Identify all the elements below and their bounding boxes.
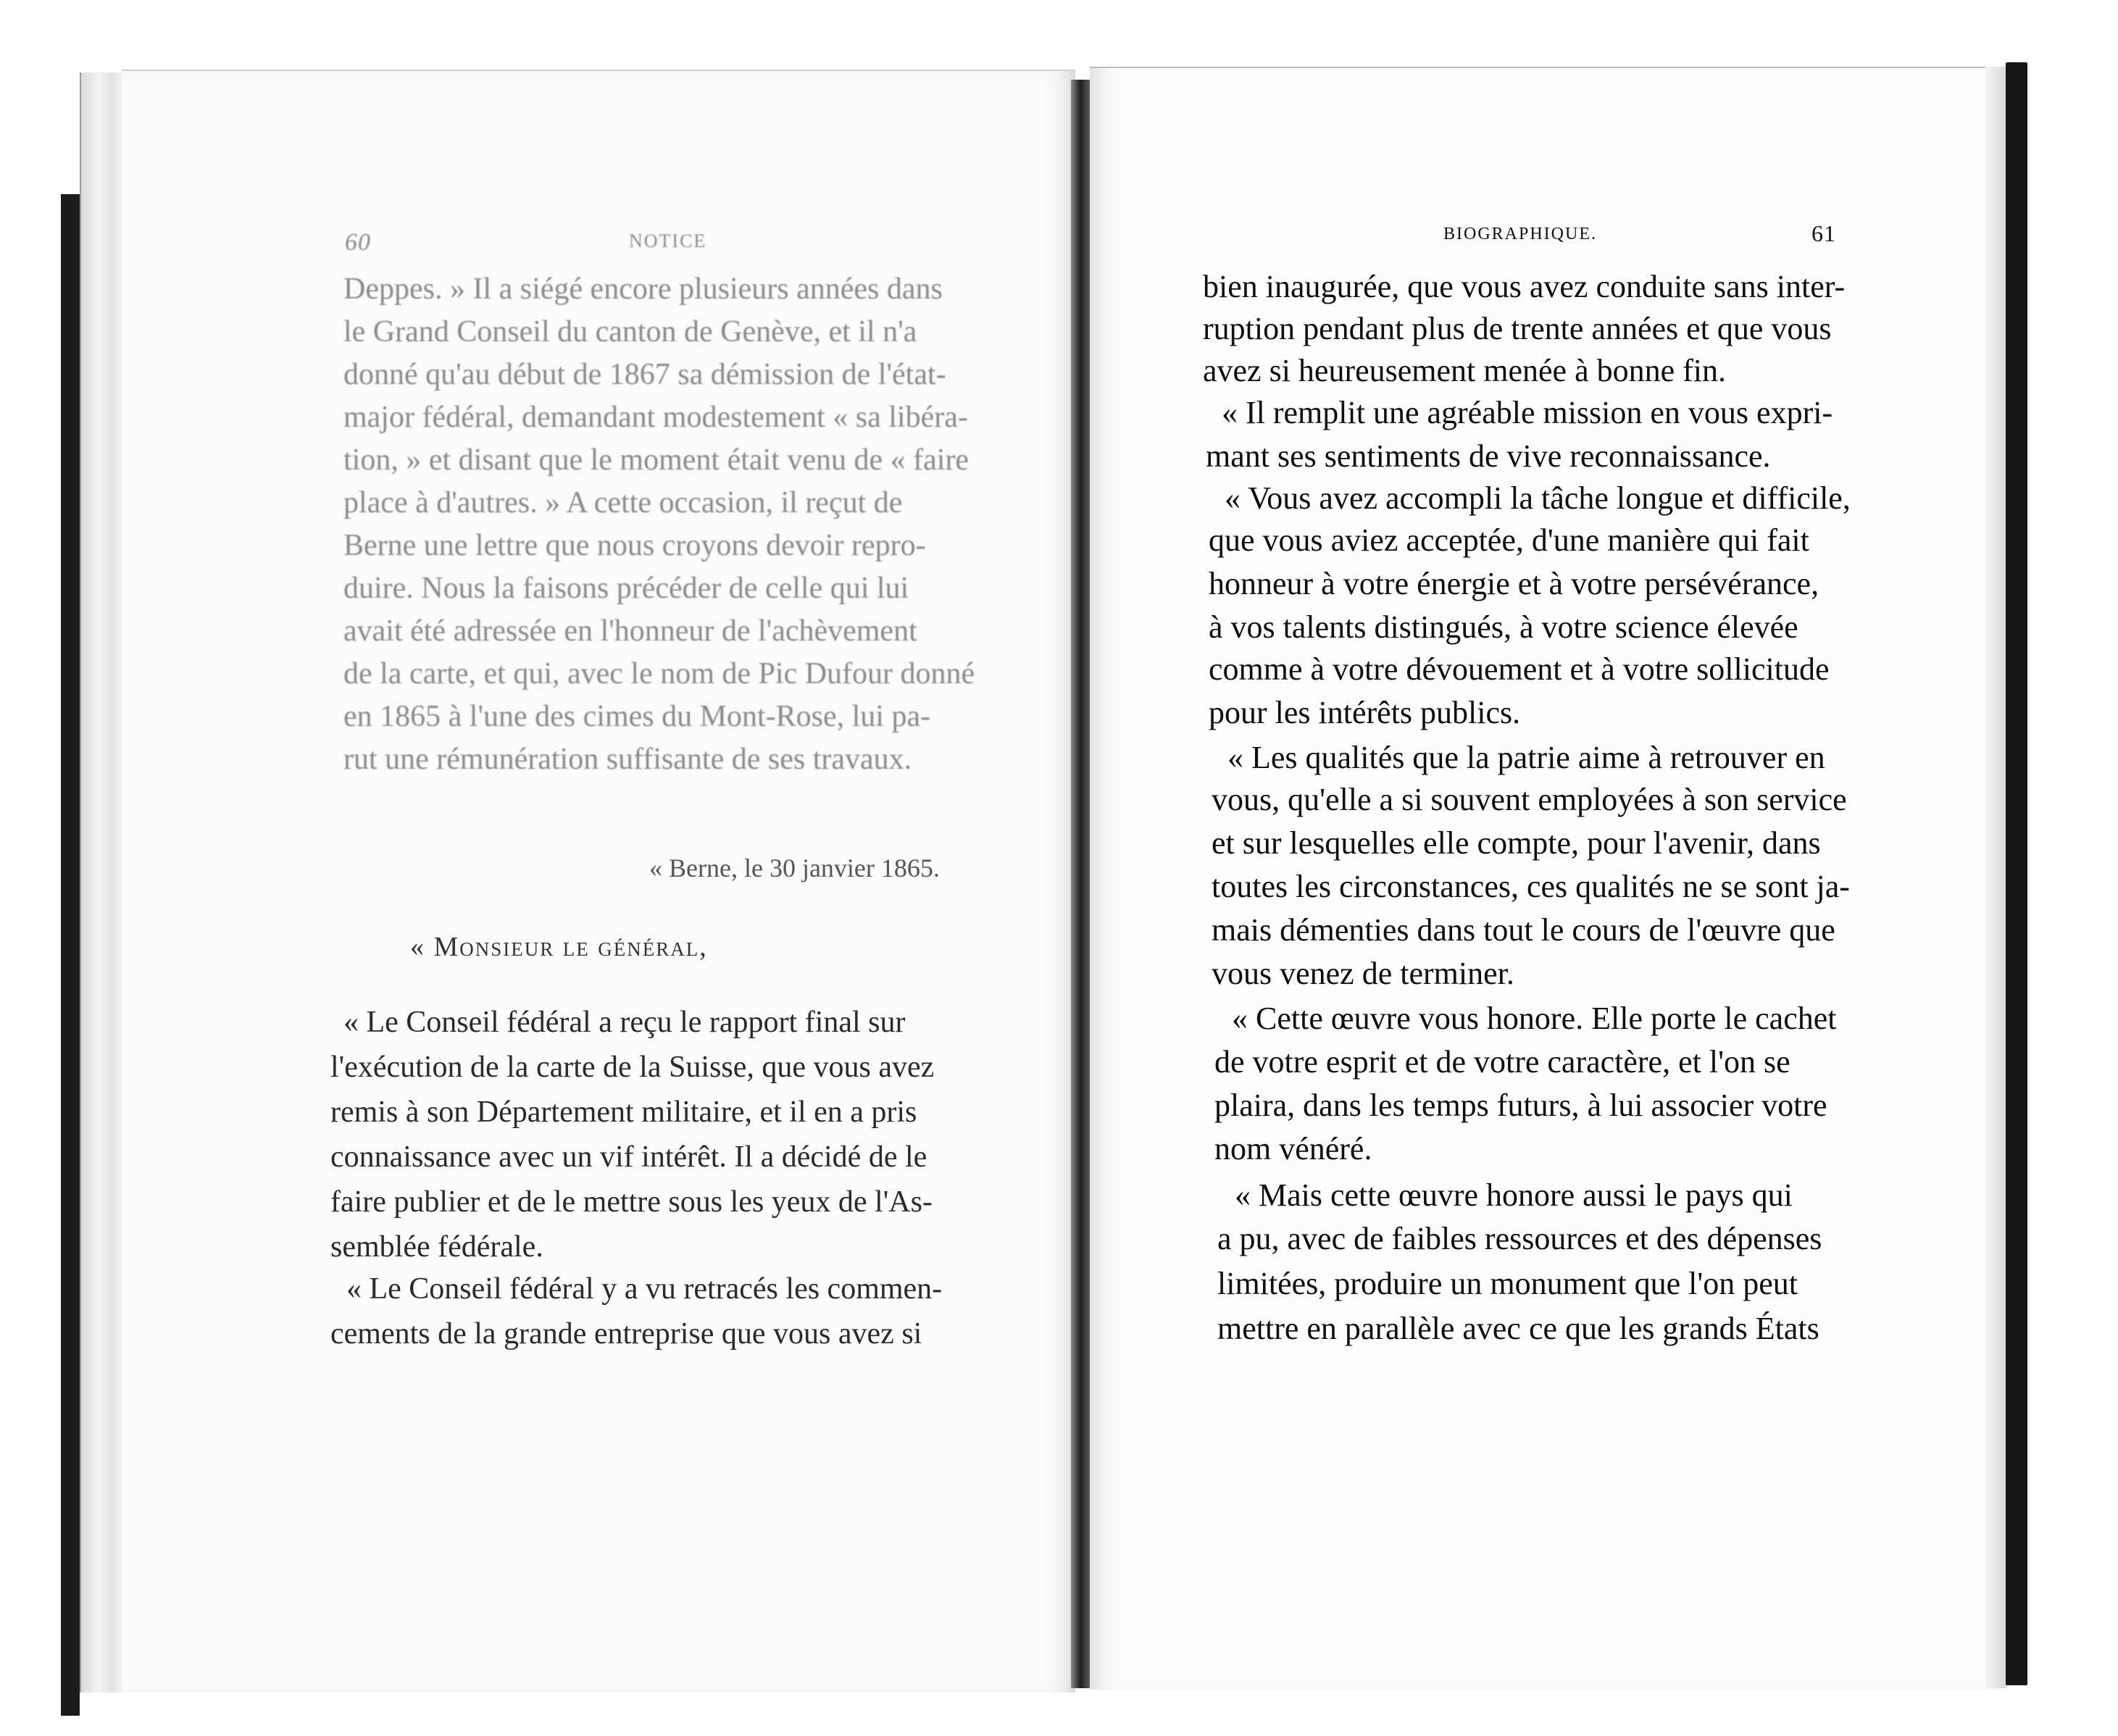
book-cover-right bbox=[2006, 62, 2027, 1685]
right-text-line: « Cette œuvre vous honore. Elle porte le cachet bbox=[1232, 1001, 1837, 1036]
right-text-line: que vous aviez acceptée, d'une manière qui fait bbox=[1209, 522, 1809, 558]
letter-line: cements de la grande entreprise que vous avez si bbox=[330, 1317, 922, 1351]
page-stack-right bbox=[1985, 67, 2007, 1688]
letter-line: l'exécution de la carte de la Suisse, que vous avez bbox=[330, 1051, 935, 1084]
left-page-number: 60 bbox=[345, 229, 371, 256]
right-text-line: « Les qualités que la patrie aime à retrouver en bbox=[1227, 740, 1825, 775]
right-text-line: vous venez de terminer. bbox=[1212, 956, 1514, 991]
left-text-line: tion, » et disant que le moment était venu de « faire bbox=[343, 443, 970, 477]
left-running-head: NOTICE bbox=[629, 230, 707, 251]
right-text-line: « Mais cette œuvre honore aussi le pays qui bbox=[1235, 1177, 1793, 1213]
left-text-line: Deppes. » Il a siégé encore plusieurs années dans bbox=[343, 272, 943, 306]
right-text-line: mettre en parallèle avec ce que les grands États bbox=[1217, 1311, 1819, 1346]
left-text-line: en 1865 à l'une des cimes du Mont-Rose, lui pa- bbox=[343, 700, 931, 733]
right-text-line: vous, qu'elle a si souvent employées à son service bbox=[1212, 782, 1847, 817]
left-text-line: avait été adressée en l'honneur de l'achèvement bbox=[343, 614, 917, 648]
left-text-line: place à d'autres. » A cette occasion, il reçut de bbox=[343, 486, 903, 519]
right-text-line: à vos talents distingués, à votre science élevée bbox=[1209, 609, 1798, 645]
right-text-line: pour les intérêts publics. bbox=[1209, 695, 1521, 730]
left-text-line: donné qu'au début de 1867 sa démission de l'état- bbox=[343, 358, 946, 391]
right-text-line: bien inaugurée, que vous avez conduite sans inter- bbox=[1203, 269, 1846, 304]
left-text-line: rut une rémunération suffisante de ses travaux. bbox=[343, 743, 912, 776]
page-stack-left bbox=[80, 72, 125, 1693]
right-text-line: limitées, produire un monument que l'on peut bbox=[1217, 1266, 1798, 1301]
letter-line: remis à son Département militaire, et il en a pris bbox=[330, 1096, 917, 1129]
right-text-line: « Il remplit une agréable mission en vous expri- bbox=[1222, 395, 1833, 430]
letter-salutation: « Monsieur le général, bbox=[410, 932, 708, 962]
right-text-line: toutes les circonstances, ces qualités ne se sont ja- bbox=[1212, 869, 1850, 904]
left-text-line: duire. Nous la faisons précéder de celle qui lui bbox=[343, 572, 909, 605]
letter-dateline: « Berne, le 30 janvier 1865. bbox=[649, 854, 940, 882]
right-text-line: mant ses sentiments de vive reconnaissance. bbox=[1206, 438, 1771, 474]
right-text-line: plaira, dans les temps futurs, à lui associer votre bbox=[1214, 1088, 1827, 1123]
right-text-line: comme à votre dévouement et à votre sollicitude bbox=[1209, 651, 1830, 687]
right-text-line: a pu, avec de faibles ressources et des dépenses bbox=[1217, 1221, 1822, 1256]
book-cover-left bbox=[61, 194, 80, 1716]
right-running-head: BIOGRAPHIQUE. bbox=[1443, 225, 1597, 243]
right-text-line: de votre esprit et de votre caractère, et l'on se bbox=[1214, 1044, 1790, 1080]
right-text-line: nom vénéré. bbox=[1214, 1131, 1372, 1167]
right-text-line: « Vous avez accompli la tâche longue et difficile, bbox=[1225, 480, 1851, 516]
left-text-line: de la carte, et qui, avec le nom de Pic Dufour donné bbox=[343, 657, 975, 690]
letter-line: connaissance avec un vif intérêt. Il a décidé de le bbox=[330, 1140, 927, 1174]
left-text-line: major fédéral, demandant modestement « sa libéra- bbox=[343, 401, 968, 434]
letter-line: « Le Conseil fédéral a reçu le rapport final sur bbox=[343, 1006, 906, 1039]
left-text-line: Berne une lettre que nous croyons devoir repro- bbox=[343, 529, 926, 562]
letter-line: semblée fédérale. bbox=[330, 1230, 543, 1264]
right-text-line: honneur à votre énergie et à votre persévérance, bbox=[1209, 566, 1819, 601]
right-text-line: ruption pendant plus de trente années et que vous bbox=[1203, 311, 1832, 346]
left-text-line: le Grand Conseil du canton de Genève, et il n'a bbox=[343, 315, 917, 349]
letter-line: faire publier et de le mettre sous les yeux de l'As- bbox=[330, 1185, 933, 1219]
book-gutter bbox=[1071, 80, 1090, 1688]
letter-line: « Le Conseil fédéral y a vu retracés les commen- bbox=[346, 1272, 943, 1306]
right-text-line: et sur lesquelles elle compte, pour l'avenir, dans bbox=[1212, 825, 1821, 861]
right-page-number: 61 bbox=[1811, 220, 1836, 246]
right-text-line: avez si heureusement menée à bonne fin. bbox=[1203, 353, 1727, 388]
right-text-line: mais démenties dans tout le cours de l'œuvre que bbox=[1212, 912, 1835, 948]
